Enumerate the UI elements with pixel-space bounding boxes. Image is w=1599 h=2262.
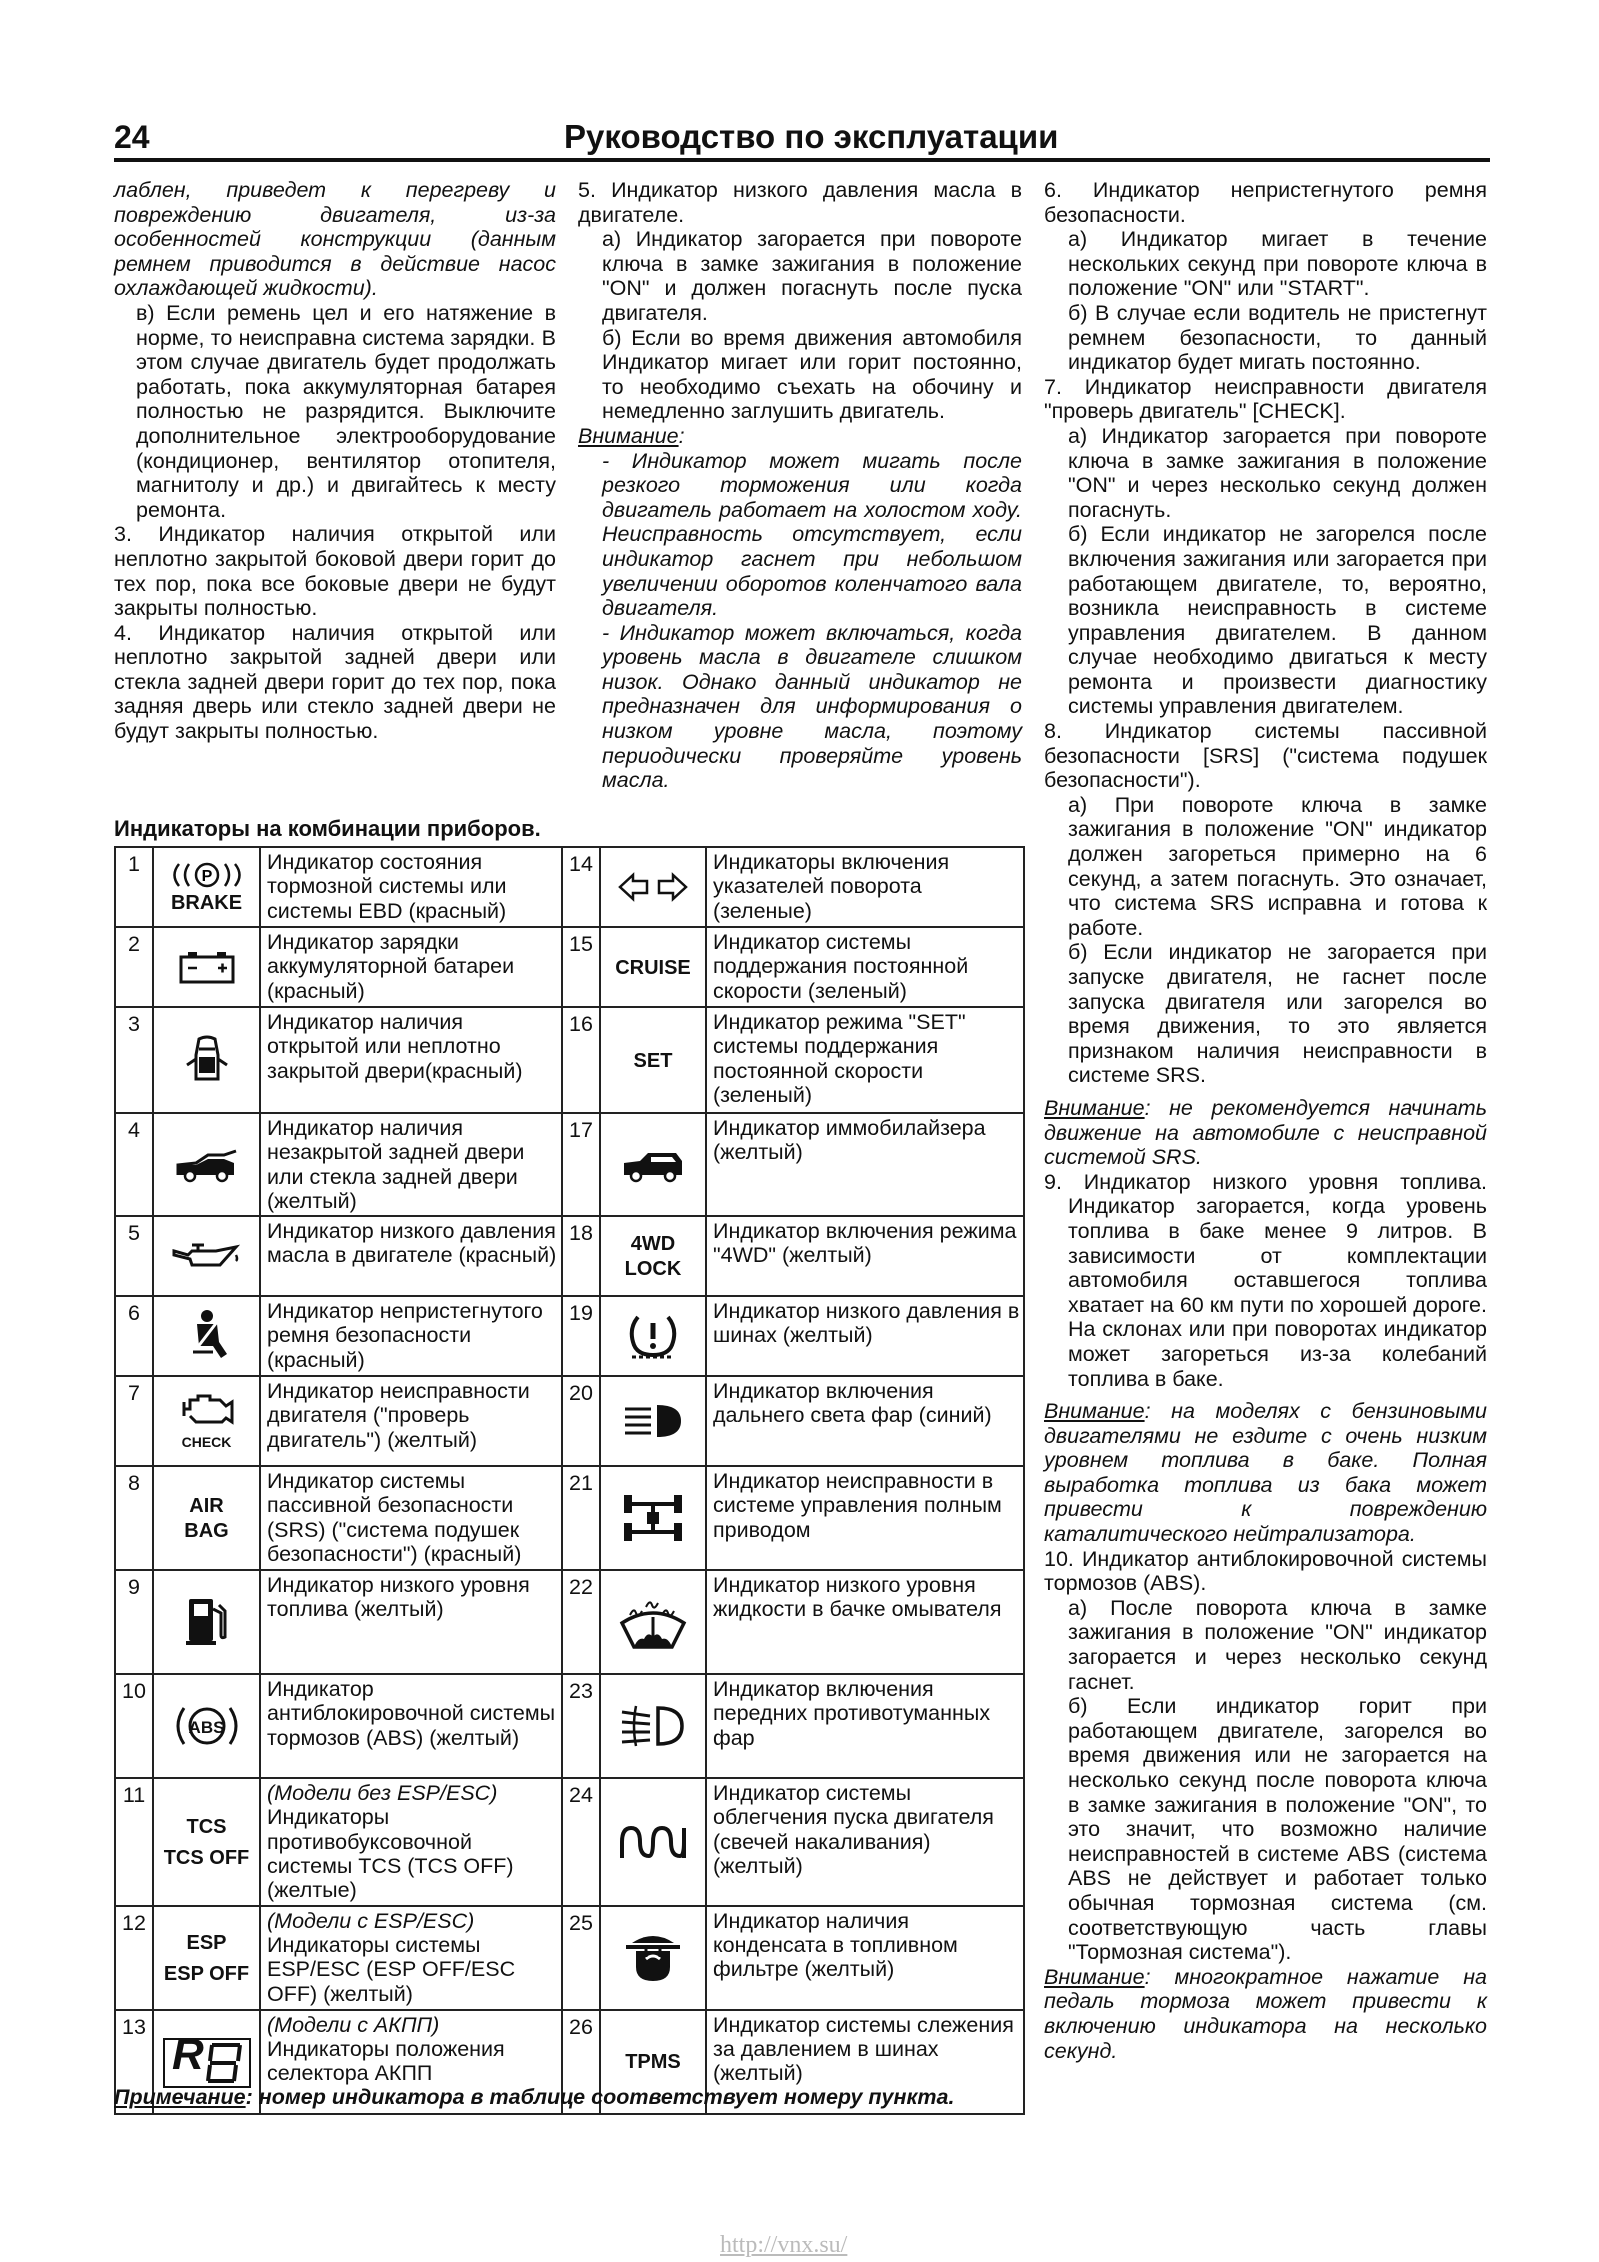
attention-text: : не рекомендуется начинать движение на автомобиле с неисправной системой SRS. (1044, 1095, 1487, 1170)
model-note: (Модели с ESP/ESC) (267, 1908, 475, 1933)
icon-label: ESP (186, 1931, 227, 1954)
indicator-description: Индикатор низкого давления в шинах (желтый) (706, 1296, 1024, 1376)
text-column-2: 5. Индикатор низкого давления масла в двигателе. а) Индикатор загорается при повороте ключа в замке зажигания в положение "ON" и должен погаснуть после пуска двигателя. б) Если во время движения автомобиля Индикатор мигает или горит постоянно, то необходимо съехать на обочину и немедленно заглушить двигатель. Внимание: - Индикатор может мигать после резкого торможения или когда двигатель работает на холостом ходу. Неисправность отсутствует, если индикатор гаснет при небольшом увеличении оборотов коленчатого вала двигателя. - Индикатор может включаться, когда уровень масла в двигателе слишком низок. Однако данный индикатор не предназначен для информирования о низком уровне масла, поэтому периодически проверяйте уровень масла. (578, 178, 1022, 793)
high-beam-icon (600, 1376, 706, 1466)
paragraph: 8. Индикатор системы пассивной безопасности [SRS] ("система подушек безопасности"). (1044, 719, 1487, 793)
indicator-number: 10 (115, 1674, 153, 1778)
attention-text: : на моделях с бензиновыми двигателями не ездите с очень низким уровнем топлива в баке. Полная выработка топлива из бака может привести к повреждению каталитического нейтрализатора. (1044, 1399, 1487, 1547)
svg-text:P: P (201, 867, 212, 885)
text-column-1 (114, 178, 556, 744)
table-row (115, 927, 1024, 1007)
indicator-number: 3 (115, 1007, 153, 1113)
indicator-description: Индикатор включения дальнего света фар (синий) (706, 1376, 1024, 1466)
indicator-description: Индикатор неисправности двигателя ("проверь двигатель") (желтый) (260, 1376, 562, 1466)
indicator-number: 13 (115, 2010, 153, 2114)
indicator-number: 19 (562, 1296, 600, 1376)
indicator-description: Индикатор системы облегчения пуска двигателя (свечей накаливания) (желтый) (706, 1778, 1024, 1905)
indicator-description: Индикатор режима "SET" системы поддержания постоянной скорости (зеленый) (706, 1007, 1024, 1113)
airbag-icon (153, 1466, 260, 1570)
abs-icon (153, 1674, 260, 1778)
icon-label: ABS (188, 1717, 225, 1737)
description-text: Индикаторы положения селектора АКПП (267, 2036, 505, 2086)
paragraph: б) Если индикатор не загорелся после включения зажигания или загорается при работающем двигателе, то, вероятно, возникла неисправность в системе управления двигателем. В данном случае необходимо двигаться к месту ремонта и произвести диагностику системы управления двигателем. (1068, 522, 1487, 719)
indicator-description: Индикатор системы слежения за давлением в шинах (желтый) (706, 2010, 1024, 2114)
table-row (115, 1570, 1024, 1674)
paragraph: а) Индикатор загорается при повороте ключа в замке зажигания в положение "ON" и через несколько секунд должен погаснуть. (1068, 423, 1487, 522)
paragraph: 7. Индикатор неисправности двигателя "проверь двигатель" [CHECK]. (1044, 374, 1487, 424)
indicator-description: Индикатор антиблокировочной системы тормозов (ABS) (желтый) (260, 1674, 562, 1778)
table-title: Индикаторы на комбинации приборов. (114, 816, 541, 841)
indicator-description (260, 1778, 562, 1905)
brake-icon (153, 847, 260, 927)
indicator-description: Индикатор неисправности в системе управления полным приводом (706, 1466, 1024, 1570)
icon-label: TCS OFF (163, 1846, 250, 1869)
table-row (115, 1007, 1024, 1113)
table-row (115, 847, 1024, 927)
paragraph: а) Индикатор загорается при повороте ключа в замке зажигания в положение "ON" и должен погаснуть после пуска двигателя. (602, 227, 1022, 325)
front-fog-light-icon (600, 1674, 706, 1778)
indicator-number: 16 (562, 1007, 600, 1113)
indicator-number: 22 (562, 1570, 600, 1674)
indicator-number: 1 (115, 847, 153, 927)
page-header (114, 110, 1490, 162)
indicator-number: 24 (562, 1778, 600, 1905)
note-text: : номер индикатора в таблице соответствует номеру пункта. (245, 2085, 955, 2109)
set-icon (600, 1007, 706, 1113)
water-in-fuel-icon (600, 1906, 706, 2010)
indicator-description: Индикатор иммобилайзера (желтый) (706, 1113, 1024, 1216)
indicator-number: 6 (115, 1296, 153, 1376)
icon-label: TCS (186, 1815, 227, 1838)
table-row (115, 1376, 1024, 1466)
paragraph: а) При повороте ключа в замке зажигания в положение "ON" индикатор должен загореться примерно на 6 секунд, а затем погаснуть. Это означает, что система SRS исправна и готова к работе. (1068, 792, 1487, 940)
indicator-number: 23 (562, 1674, 600, 1778)
indicator-description: Индикатор непристегнутого ремня безопасности (красный) (260, 1296, 562, 1376)
rear-door-open-icon (153, 1113, 260, 1216)
icon-label: CRUISE (615, 956, 691, 979)
turn-signal-icon (600, 847, 706, 927)
table-row (115, 1674, 1024, 1778)
footer-url[interactable]: http://vnx.su/ (720, 2232, 848, 2258)
indicator-number: 26 (562, 2010, 600, 2114)
paragraph: б) Если во время движения автомобиля Индикатор мигает или горит постоянно, то необходимо съехать на обочину и немедленно заглушить двигатель. (602, 325, 1022, 424)
page-number: 24 (114, 119, 150, 155)
glow-plug-icon (600, 1778, 706, 1905)
indicator-number: 2 (115, 927, 153, 1007)
indicator-number: 9 (115, 1570, 153, 1674)
indicator-number: 14 (562, 847, 600, 927)
indicator-description: Индикаторы включения указателей поворота (зеленые) (706, 847, 1024, 927)
indicator-description: Индикатор низкого уровня топлива (желтый) (260, 1570, 562, 1674)
indicator-description: Индикатор включения передних противотуманных фар (706, 1674, 1024, 1778)
indicator-number: 7 (115, 1376, 153, 1466)
indicator-number: 8 (115, 1466, 153, 1570)
paragraph: лаблен, приведет к перегреву и повреждению двигателя, из-за особенностей конструкции (данным ремнем приводится в действие насос охлаждающей жидкости). (114, 178, 556, 301)
indicator-description: Индикатор системы поддержания постоянной скорости (зеленый) (706, 927, 1024, 1007)
paragraph: 5. Индикатор низкого давления масла в двигателе. (578, 178, 1022, 227)
tire-pressure-icon (600, 1296, 706, 1376)
4wd-lock-icon (600, 1216, 706, 1296)
attention-label: Внимание (578, 423, 679, 448)
paragraph: 10. Индикатор антиблокировочной системы тормозов (ABS). (1044, 1546, 1487, 1596)
paragraph: а) Индикатор мигает в течение нескольких секунд при повороте ключа в положение "ON" или "START". (1068, 227, 1487, 301)
indicator-number: 25 (562, 1906, 600, 2010)
seatbelt-icon (153, 1296, 260, 1376)
indicator-number: 12 (115, 1906, 153, 2010)
indicator-description: Индикатор состояния тормозной системы или системы EBD (красный) (260, 847, 562, 927)
icon-label: ESP OFF (163, 1962, 250, 1985)
indicator-description: Индикатор наличия незакрытой задней двери или стекла задней двери (желтый) (260, 1113, 562, 1216)
paragraph: - Индикатор может мигать после резкого торможения или когда двигатель работает на холостом ходу. Неисправность отсутствует, если индикатор гаснет при небольшом увеличении оборотов коленчатого вала двигателя. (602, 448, 1022, 621)
paragraph: б) В случае если водитель не пристегнут ремнем безопасности, то данный индикатор будет мигать постоянно. (1068, 300, 1487, 375)
washer-fluid-icon (600, 1570, 706, 1674)
icon-label: 4WD (630, 1233, 676, 1256)
paragraph: а) После поворота ключа в замке зажигания в положение "ON" индикатор загорается и через несколько секунд гаснет. (1068, 1595, 1487, 1694)
paragraph: 6. Индикатор непристегнутого ремня безопасности. (1044, 178, 1487, 227)
table-row (115, 1296, 1024, 1376)
table-row (115, 1778, 1024, 1905)
indicator-description: Индикатор низкого давления масла в двигателе (красный) (260, 1216, 562, 1296)
indicator-number: 11 (115, 1778, 153, 1905)
table-note (114, 2085, 1022, 2110)
icon-label: BAG (184, 1520, 229, 1543)
icon-label: SET (633, 1049, 673, 1072)
awd-fault-icon (600, 1466, 706, 1570)
icon-label: AIR (189, 1495, 224, 1518)
indicator-description: Индикатор наличия конденсата в топливном фильтре (желтый) (706, 1906, 1024, 2010)
indicator-description: Индикатор наличия открытой или неплотно закрытой двери(красный) (260, 1007, 562, 1113)
paragraph: - Индикатор может включаться, когда уровень масла в двигателе слишком низок. Однако данный индикатор не предназначен для информирования о низком уровне масла, поэтому периодически проверяйте уровень масла. (602, 620, 1022, 793)
paragraph: 9. Индикатор низкого уровня топлива. Индикатор загорается, когда уровень топлива в баке менее 9 литров. В зависимости от комплектации автомобиля оставшегося топлива хватает на 60 км пути по хорошей дороге. На склонах или при поворотах индикатор может загореться из-за колебаний топлива в баке. (1044, 1169, 1487, 1391)
paragraph: в) Если ремень цел и его натяжение в норме, то неисправна система зарядки. В этом случае двигатель будет продолжать работать, пока аккумуляторная батарея полностью не разрядится. Выключите дополнительное электрооборудование (кондиционер, вентилятор отопителя, магнитолу и др.) и двигайтесь к месту ремонта. (136, 300, 556, 522)
description-text: Индикаторы противобуксовочной системы TCS (TCS OFF) (желтые) (267, 1805, 514, 1903)
indicator-number: 4 (115, 1113, 153, 1216)
icon-label: CHECK (181, 1434, 232, 1451)
tcs-icon (153, 1778, 260, 1905)
paragraph: 4. Индикатор наличия открытой или неплотно закрытой задней двери или стекла задней двери горит до тех пор, пока задняя дверь или стекло задней двери не будут закрыты полностью. (114, 620, 556, 744)
page-title: Руководство по эксплуатации (564, 118, 1059, 155)
note-label: Примечание (114, 2085, 246, 2109)
indicator-description: Индикатор низкого уровня жидкости в бачке омывателя (706, 1570, 1024, 1674)
icon-label: TPMS (625, 2051, 681, 2074)
attention-label: Внимание (1044, 1095, 1145, 1120)
indicator-number: 21 (562, 1466, 600, 1570)
paragraph: б) Если индикатор горит при работающем двигателе, загорелся во время движения или не загорается на несколько секунд после поворота ключа в замке зажигания в положение "ON", то это значит, что возможно наличие неисправностей в системе ABS (система ABS не действует и работает только обычная тормозная система (см. соответствующую часть главы "Тормозная система"). (1068, 1694, 1487, 1965)
icon-label: BRAKE (170, 891, 243, 914)
cruise-icon (600, 927, 706, 1007)
table-row (115, 1113, 1024, 1216)
model-note: (Модели без ESP/ESC) (267, 1781, 498, 1806)
check-engine-icon (153, 1376, 260, 1466)
indicator-number: 15 (562, 927, 600, 1007)
icon-label: LOCK (624, 1258, 682, 1281)
indicator-number: 18 (562, 1216, 600, 1296)
indicator-number: 5 (115, 1216, 153, 1296)
text-column-3 (1044, 178, 1487, 2063)
attention-text: : многократное нажатие на педаль тормоза может привести к включению индикатора на несколько секунд. (1044, 1964, 1487, 2063)
table-row (115, 1906, 1024, 2010)
attention-label: Внимание (1044, 1964, 1145, 1989)
door-open-icon (153, 1007, 260, 1113)
indicator-description: Индикатор системы пассивной безопасности (SRS) ("система подушек безопасности") (красный) (260, 1466, 562, 1570)
paragraph: 3. Индикатор наличия открытой или неплотно закрытой боковой двери горит до тех пор, пока все боковые двери не будут закрыты полностью. (114, 522, 556, 621)
icon-label: R (172, 2029, 204, 2079)
fuel-pump-icon (153, 1570, 260, 1674)
indicator-description: Индикатор включения режима "4WD" (желтый) (706, 1216, 1024, 1296)
oil-can-icon (153, 1216, 260, 1296)
indicator-description: Индикатор зарядки аккумуляторной батареи (красный) (260, 927, 562, 1007)
indicator-description (260, 1906, 562, 2010)
esp-icon (153, 1906, 260, 2010)
attention-label: Внимание (1044, 1399, 1145, 1424)
immobilizer-car-icon (600, 1113, 706, 1216)
indicators-table (114, 846, 1025, 2115)
description-text: Индикаторы системы ESP/ESC (ESP OFF/ESC OFF) (желтый) (267, 1932, 516, 2006)
table-row (115, 1216, 1024, 1296)
table-row (115, 1466, 1024, 1570)
paragraph: б) Если индикатор не загорается при запуске двигателя, не гаснет после запуска двигателя или загорелся во время движения, то это является признаком наличия неисправности в системе SRS. (1068, 940, 1487, 1088)
model-note: (Модели с АКПП) (267, 2012, 440, 2037)
battery-icon (153, 927, 260, 1007)
indicator-number: 17 (562, 1113, 600, 1216)
indicator-number: 20 (562, 1376, 600, 1466)
